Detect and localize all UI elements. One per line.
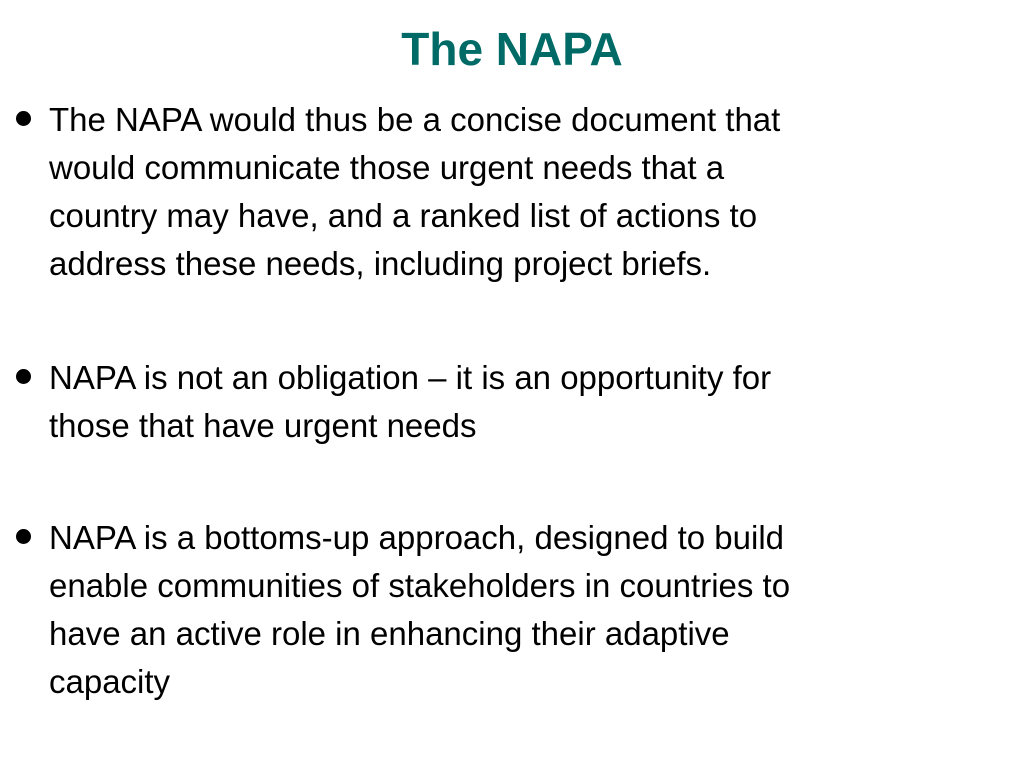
bullet-text	[49, 354, 959, 450]
bullet-line: capacity	[49, 663, 171, 700]
bullet-line: country may have, and a ranked list of actions to	[49, 197, 758, 234]
bullet-line: those that have urgent needs	[49, 407, 477, 444]
bullet-icon	[14, 367, 32, 385]
bullet-line: address these needs, including project briefs.	[49, 245, 712, 282]
bullet-line: NAPA is a bottoms-up approach, designed to build	[49, 519, 785, 556]
bullet-line: would communicate those urgent needs that a	[49, 149, 725, 186]
slide-title: The NAPA	[401, 23, 623, 75]
bullet-line: have an active role in enhancing their adaptive	[49, 615, 730, 652]
bullet-line: The NAPA would thus be a concise document that	[49, 101, 781, 138]
bullet-text	[49, 514, 959, 706]
bullet-line: enable communities of stakeholders in countries to	[49, 567, 791, 604]
bullet-text	[49, 96, 959, 288]
bullet-line: NAPA is not an obligation – it is an opportunity for	[49, 359, 772, 396]
bullet-icon	[14, 527, 32, 545]
bullet-icon	[14, 109, 32, 127]
